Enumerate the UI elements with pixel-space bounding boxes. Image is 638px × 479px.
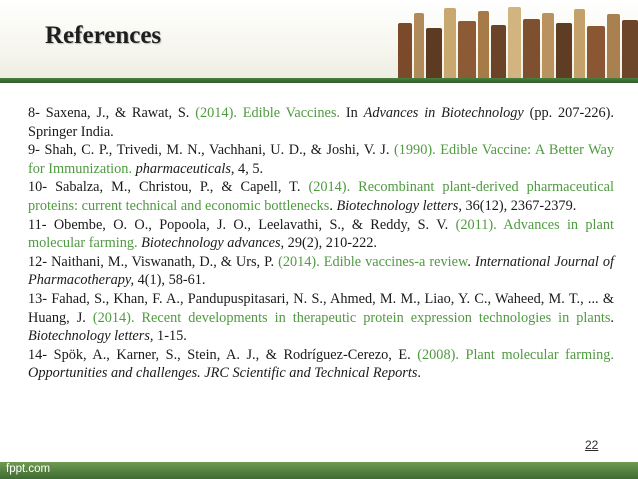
slide-title: References (45, 22, 162, 49)
reference-source-italic: International Journal of Pharmacotherapy, (28, 253, 614, 289)
reference-list (28, 104, 614, 383)
reference-year-title: (2014). Recombinant plant-derived pharmaceutical proteins: current technical and economic bottlenecks (28, 179, 614, 214)
reference-source-italic: Biotechnology letters (336, 197, 459, 214)
reference-rest: , 36(12), 2367-2379. (458, 197, 577, 214)
bookshelf-image (388, 0, 638, 83)
reference-mid: . (467, 253, 475, 270)
reference-num: 13- (28, 290, 52, 307)
reference-rest: , 4, 5. (230, 160, 264, 177)
reference-item (28, 253, 614, 290)
reference-authors: Saxena, J., & Rawat, S. (45, 105, 196, 121)
header-banner (0, 0, 638, 83)
footer-bar (0, 462, 638, 479)
brand-logo-text: fppt.com (6, 463, 51, 475)
reference-item (28, 216, 614, 253)
reference-num: 12- (28, 253, 52, 270)
reference-year-title: (2014). Edible Vaccines. (195, 105, 341, 121)
reference-rest: (pp. 207-226). Springer India. (28, 105, 615, 140)
reference-year-title: (2011). Advances in plant molecular farming. (28, 216, 614, 252)
reference-num: 10- (28, 179, 56, 196)
reference-authors: Sabalza, M., Christou, P., & Capell, T. (55, 179, 309, 196)
reference-rest: , 29(2), 210-222. (280, 235, 378, 252)
reference-rest: , 1-15. (149, 328, 187, 345)
reference-year-title: (2014). Edible vaccines-a review (278, 253, 468, 270)
reference-authors: Spök, A., Karner, S., Stein, A. J., & Rodríguez-Cerezo, E. (53, 346, 418, 363)
header-divider (0, 78, 638, 83)
reference-item (28, 178, 614, 215)
reference-authors: Obembe, O. O., Popoola, J. O., Leelavathi, S., & Reddy, S. V. (53, 216, 456, 233)
reference-mid: In (340, 105, 364, 121)
reference-num: 11- (28, 216, 54, 233)
reference-item (28, 104, 614, 141)
reference-mid: . (329, 197, 337, 214)
reference-num: 9- (28, 142, 45, 159)
reference-source-italic: Biotechnology advances (141, 235, 281, 252)
reference-mid: . (610, 309, 614, 326)
reference-source-italic: Opportunities and challenges. JRC Scientific and Technical Reports (28, 365, 418, 382)
reference-rest: . (417, 365, 421, 382)
reference-year-title: (2008). Plant molecular farming. (417, 346, 614, 363)
reference-source-italic: Advances in Biotechnology (363, 105, 524, 121)
reference-source-italic: pharmaceuticals (135, 160, 231, 177)
reference-authors: Naithani, M., Viswanath, D., & Urs, P. (51, 253, 279, 270)
reference-item (28, 346, 614, 383)
reference-authors: Shah, C. P., Trivedi, M. N., Vachhani, U. D., & Joshi, V. J. (44, 142, 394, 159)
page-number: 22 (585, 438, 599, 452)
reference-year-title: (2014). Recent developments in therapeutic protein expression technologies in plants (92, 309, 611, 326)
reference-item (28, 290, 614, 346)
reference-year-title: (1990). Edible Vaccine: A Better Way for Immunization. (28, 142, 614, 177)
reference-rest: 4(1), 58-61. (134, 272, 206, 289)
reference-item (28, 141, 614, 178)
reference-authors: Fahad, S., Khan, F. A., Pandupuspitasari, N. S., Ahmed, M. M., Liao, Y. C., Waheed, M. T., ... & Huang, J. (28, 290, 614, 326)
reference-num: 8- (28, 105, 46, 121)
reference-num: 14- (28, 346, 54, 363)
reference-source-italic: Biotechnology letters (28, 328, 150, 345)
